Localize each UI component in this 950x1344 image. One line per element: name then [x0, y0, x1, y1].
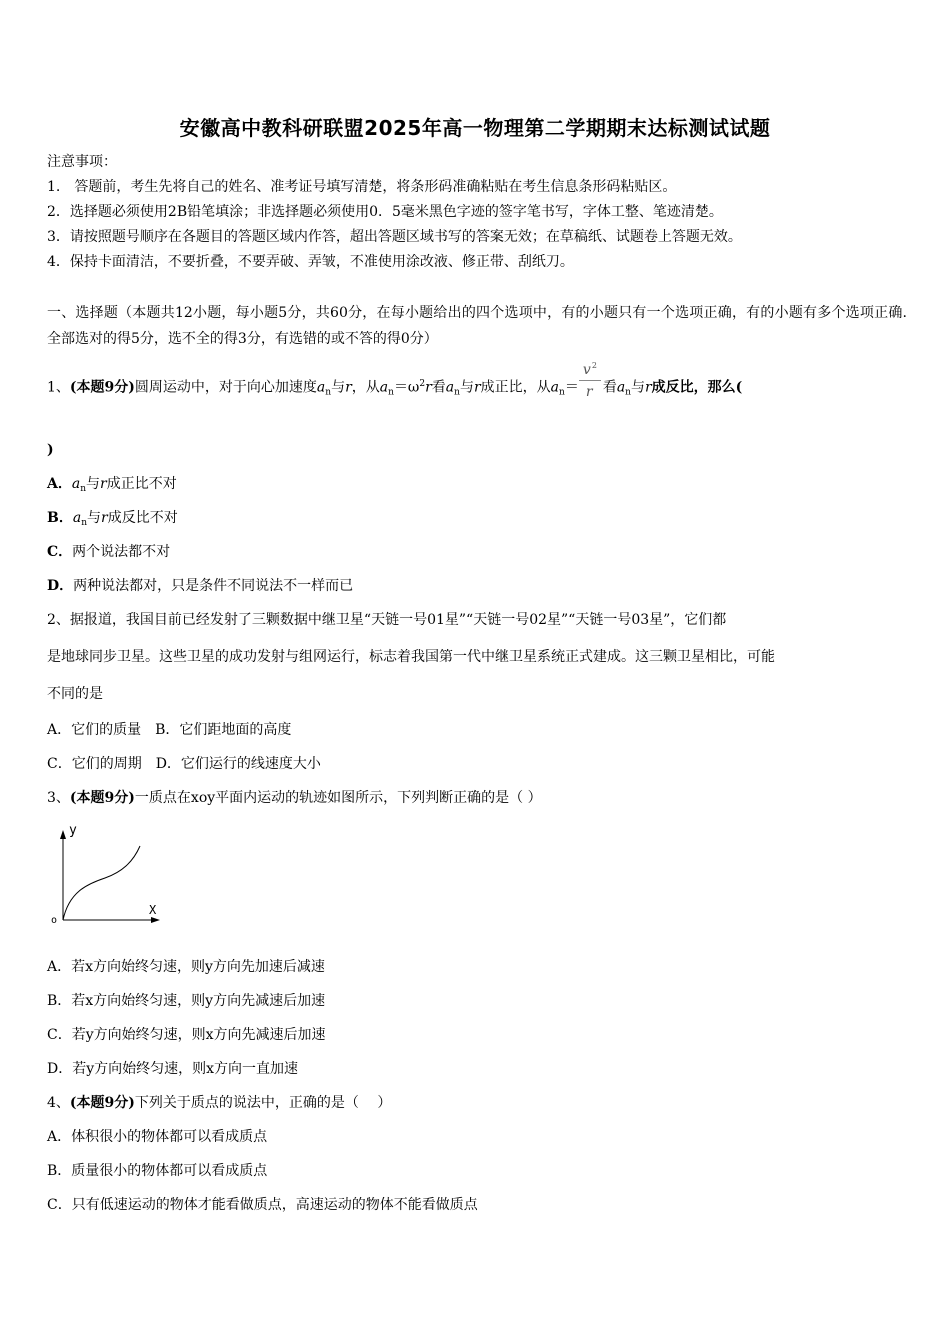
notice-item-2: 2．选择题必须使用2B铅笔填涂；非选择题必须使用0．5毫米黑色字迹的签字笔书写，字体工整、笔迹清楚。 [47, 204, 723, 220]
symbol-a: a [616, 379, 626, 396]
option-text: 两种说法都对，只是条件不同说法不一样而已 [73, 578, 354, 594]
subscript-n: n [388, 387, 394, 398]
symbol-a: a [71, 476, 81, 492]
stem-text: 下列关于质点的说法中，正确的是（ ） [134, 1095, 392, 1111]
question-score: (本题9分) [69, 790, 135, 806]
question-1-close: ) [47, 442, 54, 458]
stem-text: 一质点在xoy平面内运动的轨迹如图所示，下列判断正确的是（ ） [134, 790, 542, 806]
subscript-n: n [559, 387, 565, 398]
stem-text: 成反比，那么( [651, 379, 743, 396]
section-header: 一、选择题（本题共12小题，每小题5分，共60分，在每小题给出的四个选项中，有的小题只有一个选项正确，有的小题有多个选项正确.全部选对的得5分，选不全的得3分，有选错的或不答的得0分） [47, 305, 907, 347]
symbol-r: r [644, 379, 652, 396]
stem-text: 看 [431, 379, 446, 396]
stem-text: ＝ [564, 379, 579, 396]
stem-text: 与 [459, 379, 474, 396]
subscript-n: n [80, 484, 87, 494]
question-3-option-a: A．若x方向始终匀速，则y方向先加速后减速 [47, 959, 325, 975]
question-2-stem-line-3: 不同的是 [47, 686, 103, 702]
question-3-option-b: B．若x方向始终匀速，则y方向先减速后加速 [47, 993, 326, 1009]
x-axis-label: X [149, 903, 157, 917]
stem-text: 成正比，从 [480, 379, 551, 396]
stem-text: ＝ω [393, 379, 420, 396]
notice-heading: 注意事项： [47, 154, 117, 170]
symbol-a: a [379, 379, 389, 396]
trajectory-graph [47, 822, 167, 927]
question-1-stem [47, 360, 743, 403]
question-score: (本题9分) [69, 379, 135, 396]
symbol-r: r [100, 476, 107, 492]
question-number: 3、 [47, 790, 70, 806]
option-label: D． [47, 578, 74, 594]
y-axis-label: y [69, 823, 77, 838]
fraction-denominator: r [585, 383, 593, 400]
question-4-option-b: B．质量很小的物体都可以看成质点 [47, 1163, 268, 1179]
question-3-option-d: D．若y方向始终匀速，则x方向一直加速 [47, 1061, 299, 1077]
question-2-options-ab: A．它们的质量 B．它们距地面的高度 [47, 722, 292, 738]
option-label: C． [47, 544, 73, 560]
symbol-r: r [473, 379, 481, 396]
question-score: (本题9分) [69, 1095, 135, 1111]
superscript-2: 2 [419, 379, 426, 389]
x-axis-arrow [151, 917, 160, 923]
subscript-n: n [625, 387, 631, 398]
symbol-a: a [445, 379, 455, 396]
question-4-option-c: C．只有低速运动的物体才能看做质点，高速运动的物体不能看做质点 [47, 1197, 478, 1213]
option-text: 成反比不对 [107, 510, 178, 526]
notice-item-4: 4．保持卡面清洁，不要折叠，不要弄破、弄皱，不准使用涂改液、修正带、刮纸刀。 [47, 254, 574, 270]
page-title: 安徽高中教科研联盟2025年高一物理第二学期期末达标测试试题 [179, 116, 771, 140]
subscript-n: n [454, 387, 460, 398]
question-4-stem [47, 1093, 391, 1113]
option-text: 与 [86, 476, 101, 492]
option-text: 成正比不对 [106, 476, 177, 492]
question-2-options-cd: C．它们的周期 D．它们运行的线速度大小 [47, 756, 321, 772]
stem-text: ，从 [351, 379, 380, 396]
symbol-a: a [72, 510, 82, 526]
symbol-r: r [101, 510, 108, 526]
fraction-superscript: 2 [591, 360, 597, 370]
fraction-bar [579, 380, 601, 381]
question-1-option-c [47, 542, 170, 562]
origin-label: o [51, 915, 58, 926]
stem-text: 圆周运动中，对于向心加速度 [134, 379, 317, 396]
subscript-n: n [325, 387, 332, 398]
y-axis-arrow [60, 830, 66, 839]
trajectory-curve [63, 846, 140, 920]
notice-item-1: 1. 答题前，考生先将自己的姓名、准考证号填写清楚，将条形码准确粘贴在考生信息条形码粘贴区。 [47, 179, 677, 195]
subscript-n: n [81, 518, 87, 528]
question-number: 1、 [47, 379, 70, 396]
option-text: 两个说法都不对 [72, 544, 171, 560]
question-1-option-d [47, 576, 353, 596]
question-1-option-a [47, 474, 177, 499]
notice-item-3: 3．请按照题号顺序在各题目的答题区域内作答，超出答题区域书写的答案无效；在草稿纸、试题卷上答题无效。 [47, 229, 742, 245]
symbol-a: a [550, 379, 560, 396]
option-text: 与 [87, 510, 101, 526]
question-3-option-c: C．若y方向始终匀速，则x方向先减速后加速 [47, 1027, 326, 1043]
stem-text: 与 [630, 379, 645, 396]
question-4-option-a: A．体积很小的物体都可以看成质点 [47, 1129, 268, 1145]
question-2-stem-line-1: 2、据报道，我国目前已经发射了三颗数据中继卫星“天链一号01星”“天链一号02星”“天链一号03星”，它们都 [47, 612, 727, 628]
stem-text: 看 [602, 379, 617, 396]
question-2-stem-line-2: 是地球同步卫星。这些卫星的成功发射与组网运行，标志着我国第一代中继卫星系统正式建成。这三颗卫星相比，可能 [47, 649, 775, 665]
question-1-option-b [47, 508, 178, 533]
option-label: A． [47, 476, 72, 492]
question-3-stem [47, 788, 542, 808]
question-number: 4、 [47, 1095, 70, 1111]
option-label: B． [47, 510, 73, 526]
symbol-r: r [345, 379, 352, 396]
stem-text: 与 [331, 379, 346, 396]
symbol-a: a [316, 379, 326, 396]
fraction-numerator: v [582, 361, 591, 378]
symbol-r: r [425, 379, 432, 396]
fraction-v2-over-r [579, 360, 603, 400]
